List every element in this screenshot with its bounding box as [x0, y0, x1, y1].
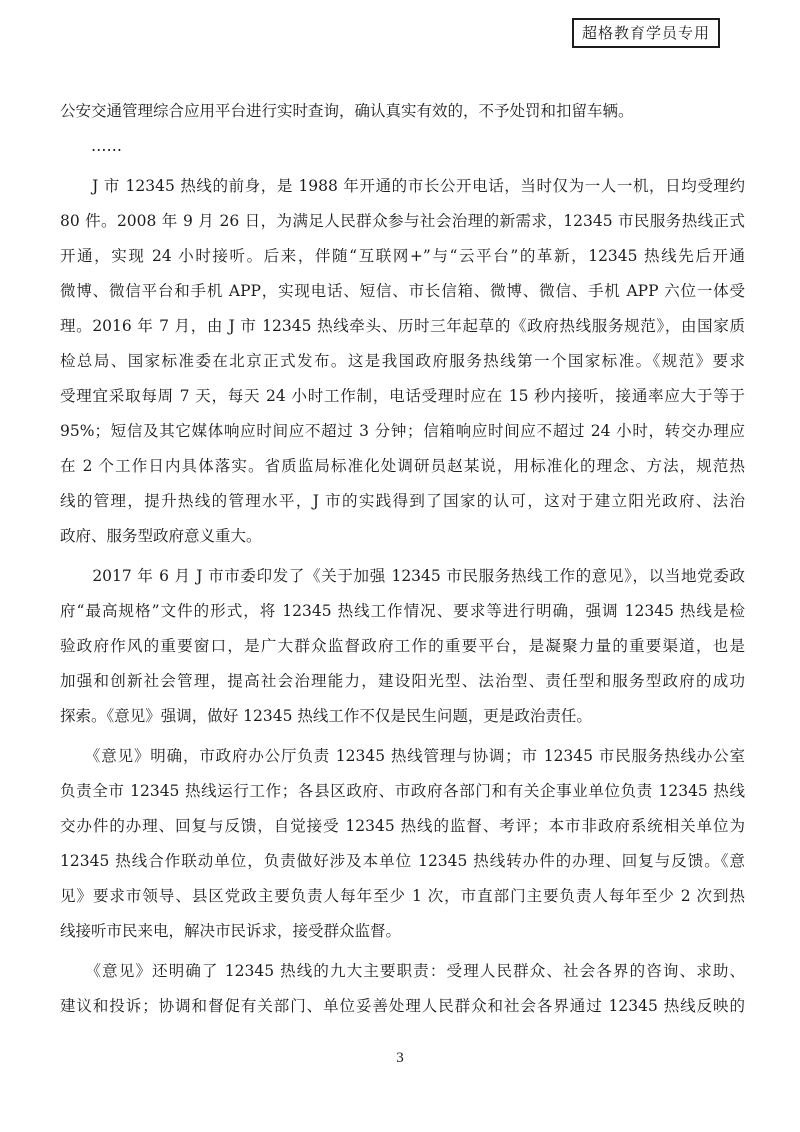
text-line: 验政府作风的重要窗口，是广大群众监督政府工作的重要平台，是凝聚力量的重要渠道，也是: [60, 637, 745, 655]
document-body: [60, 94, 745, 1024]
text-line: 线接听市民来电，解决市民诉求，接受群众监督。: [60, 922, 402, 940]
text-line: 95%；短信及其它媒体响应时间应不超过 3 分钟；信箱响应时间应不超过 24 小时，转交办理应: [60, 422, 745, 440]
text-line: 线的管理，提升热线的管理水平，J 市的实践得到了国家的认可，这对于建立阳光政府、法治: [60, 492, 745, 510]
text-line: 12345 热线合作联动单位，负责做好涉及本单位 12345 热线转办件的办理、回复与反馈。《意: [60, 852, 745, 870]
text-line: J 市 12345 热线的前身，是 1988 年开通的市长公开电话，当时仅为一人一机，日均受理约: [60, 177, 745, 195]
watermark-stamp: 超格教育学员专用: [572, 18, 720, 48]
text-line: 开通，实现 24 小时接听。后来，伴随“互联网+”与“云平台”的革新，12345 热线先后开通: [60, 247, 745, 265]
text-line: 负责全市 12345 热线运行工作；各县区政府、市政府各部门和有关企事业单位负责 12345 热线: [60, 782, 745, 800]
text-line: 探索。《意见》强调，做好 12345 热线工作不仅是民生问题，更是政治责任。: [60, 707, 592, 725]
text-line: 《意见》明确，市政府办公厅负责 12345 热线管理与协调；市 12345 市民服务热线办公室: [60, 747, 745, 765]
paragraph-3: [60, 559, 745, 734]
text-line: 加强和创新社会管理，提高社会治理能力，建设阳光型、法治型、责任型和服务型政府的成功: [60, 672, 745, 690]
text-line: 建议和投诉；协调和督促有关部门、单位妥善处理人民群众和社会各界通过 12345 热线反映的: [60, 997, 745, 1015]
text-line: 政府、服务型政府意义重大。: [60, 527, 262, 545]
paragraph-2: [60, 169, 745, 554]
text-line: 2017 年 6 月 J 市市委印发了《关于加强 12345 市民服务热线工作的意见》，以当地党委政: [60, 567, 745, 585]
text-line: 府“最高规格”文件的形式，将 12345 热线工作情况、要求等进行明确，强调 12345 热线是检: [60, 602, 745, 620]
ellipsis-line: ……: [60, 137, 123, 155]
text-line: 交办件的办理、回复与反馈，自觉接受 12345 热线的监督、考评；本市非政府系统相关单位为: [60, 817, 745, 835]
text-line: 受理宜采取每周 7 天，每天 24 小时工作制，电话受理时应在 15 秒内接听，接通率应大于等于: [60, 387, 745, 405]
text-line: 公安交通管理综合应用平台进行实时查询，确认真实有效的，不予处罚和扣留车辆。: [60, 102, 634, 120]
text-line: 微博、微信平台和手机 APP，实现电话、短信、市长信箱、微博、微信、手机 APP 六位一体受: [60, 282, 745, 300]
text-line: 见》要求市领导、县区党政主要负责人每年至少 1 次，市直部门主要负责人每年至少 2 次到热: [60, 887, 745, 905]
text-line: 《意见》还明确了 12345 热线的九大主要职责：受理人民群众、社会各界的咨询、求助、: [60, 962, 745, 980]
text-line: 理。2016 年 7 月，由 J 市 12345 热线牵头、历时三年起草的《政府热线服务规范》，由国家质: [60, 317, 745, 335]
page-number: 3: [396, 1050, 404, 1066]
paragraph-5: [60, 954, 745, 1024]
paragraph-4: [60, 739, 745, 949]
text-line: 80 件。2008 年 9 月 26 日，为满足人民群众参与社会治理的新需求，12345 市民服务热线正式: [60, 212, 745, 230]
paragraph-1: [60, 94, 745, 164]
text-line: 检总局、国家标准委在北京正式发布。这是我国政府服务热线第一个国家标准。《规范》要求: [60, 352, 745, 370]
text-line: 在 2 个工作日内具体落实。省质监局标准化处调研员赵某说，用标准化的理念、方法，规范热: [60, 457, 745, 475]
